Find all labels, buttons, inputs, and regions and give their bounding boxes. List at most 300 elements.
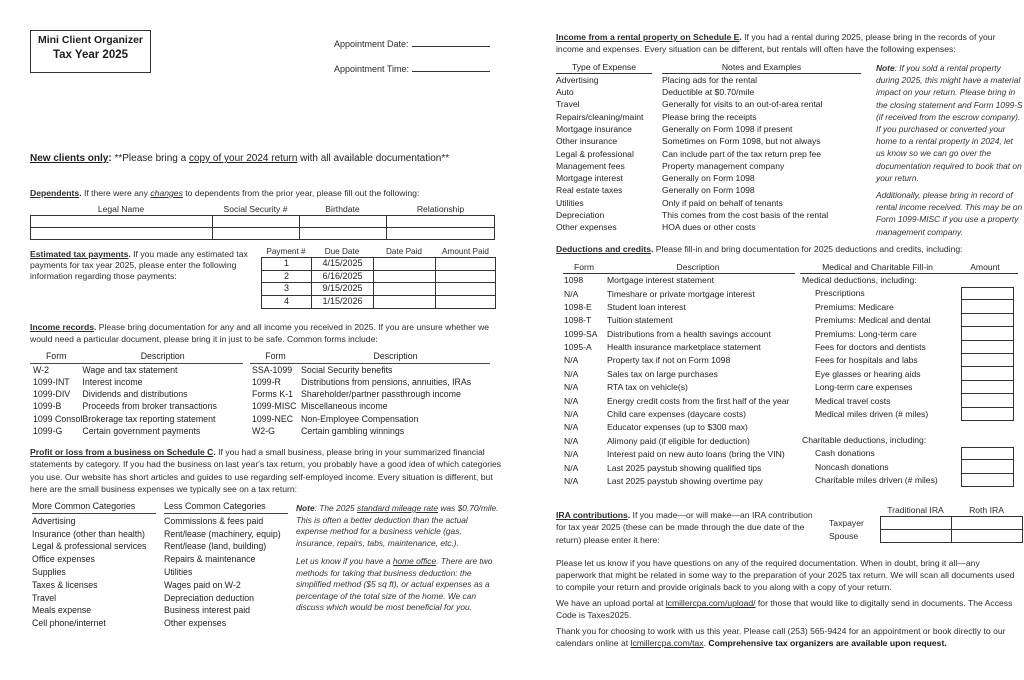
form-code: N/A [564, 475, 579, 486]
taxpayer-roth-field[interactable] [952, 517, 1023, 530]
list-item: Medical travel costs [815, 395, 891, 406]
amount-field[interactable] [961, 314, 1014, 327]
form-description: Brokerage tax reporting statement [82, 413, 216, 424]
deductions-intro: Deductions and credits. Please fill-in and bring documentation for 2025 deductions and credits, including: [556, 244, 963, 254]
payment-number: 4 [262, 296, 312, 309]
expense-type: Other expenses [556, 222, 617, 233]
note-text: Let us know if you have a [296, 556, 393, 566]
list-item: Cash donations [815, 448, 875, 459]
amount-field[interactable] [961, 394, 1014, 407]
table-row [30, 401, 243, 413]
table-row [556, 197, 861, 209]
form-code: Forms K-1 [252, 388, 294, 399]
note-text: : If you sold a rental property during 2025, this might have a material impact on your return. Please bring in the closing statement and Form 1099-S (if received from the escrow company). If you purchased or converted your home to a rental property in 2024, let us know so we can go over the documentation required to book that on your return. [876, 63, 1023, 183]
rental-text: If you had a rental during 2025, please bring in the records of your income and expenses. Every situation can be different, but rentals will often have the following expenses: [556, 32, 996, 55]
form-description: Tuition statement [607, 315, 673, 326]
amount-paid-field[interactable] [436, 283, 496, 296]
form-description: Certain gambling winnings [301, 425, 405, 436]
charitable-amount-fields [961, 447, 1014, 487]
organizer-title: Mini Client Organizer [37, 34, 143, 46]
documentation-paragraph: Please let us know if you have questions on any of the required documentation. When in doubt, bring it all—any paperwork that might be related in some way to the preparation of your 2025 tax return. We will scan all documents used to compile your return and provide originals back to you along with a copy of your return. [556, 558, 1015, 592]
amount-field[interactable] [961, 460, 1014, 473]
organizer-title-box [30, 30, 151, 73]
income-records-intro: Income records. Please bring documentation for any and all income you received in 2025. If you are unsure whether we would need a particular document, please bring it in just to be safe. Common forms include: [30, 322, 490, 344]
col-amount-paid: Amount Paid [442, 247, 489, 256]
col-form: Form [250, 351, 301, 364]
table-row [250, 389, 490, 401]
amount-field[interactable] [961, 287, 1014, 300]
expense-note: Generally on Form 1098 [662, 173, 755, 184]
deductions-header-left [563, 262, 795, 274]
expense-type: Repairs/cleaning/maint [556, 111, 644, 122]
charitable-deductions-heading: Charitable deductions, including: [802, 435, 927, 445]
list-item: Supplies [32, 566, 66, 577]
form-description: Shareholder/partner passthrough income [301, 388, 461, 399]
table-row [564, 381, 796, 394]
payment-number: 2 [262, 270, 312, 283]
form-description: Dividends and distributions [82, 388, 188, 399]
booking-link[interactable]: lcmillercpa.com/tax [630, 638, 704, 648]
note-text: : The 2025 [314, 503, 357, 513]
list-item: Charitable miles driven (# miles) [815, 475, 938, 486]
form-code: 1099-NEC [252, 413, 294, 424]
expense-note: Can include part of the tax return prep fee [662, 148, 822, 159]
amount-field[interactable] [961, 300, 1014, 313]
deductions-header-right [800, 262, 1018, 274]
form-code: 1099-G [33, 425, 63, 436]
schedule-c-heading: Profit or loss from a business on Schedule C [30, 447, 214, 457]
table-row [556, 185, 861, 197]
col-payment-num: Payment # [266, 247, 306, 256]
table-row [250, 364, 490, 376]
ira-intro: IRA contributions. If you made—or will make—an IRA contribution for tax year 2025 (these can be made through the due date of the return) please enter it here: [556, 510, 813, 545]
list-item: Business interest paid [164, 605, 251, 616]
col-description: Description [301, 351, 490, 364]
table-row [881, 517, 1023, 530]
income-forms-table-right [250, 351, 490, 438]
col-form: Form [30, 351, 82, 364]
table-row [556, 123, 861, 135]
col-date-paid: Date Paid [386, 247, 422, 256]
deductions-heading: Deductions and credits [556, 244, 652, 254]
date-paid-field[interactable] [374, 258, 436, 271]
form-description: Miscellaneous income [301, 401, 388, 412]
spouse-roth-field[interactable] [952, 530, 1023, 543]
charitable-deductions-list [802, 434, 962, 488]
table-row [556, 222, 861, 234]
expense-type: Depreciation [556, 210, 605, 220]
table-row [556, 160, 861, 172]
form-code: N/A [564, 409, 579, 420]
upload-text: We have an upload portal at [556, 598, 666, 608]
table-row [262, 296, 496, 309]
note-text-end: . There are two methods for taking that business deduction: the simplified method ($5 sq ft), or actual expenses as a percentage of the total size of the home. We can discuss which would be most beneficial for you. [296, 556, 493, 613]
expense-note: Please bring the receipts [662, 111, 757, 122]
col-form: Form [573, 262, 595, 272]
list-item: Fees for hospitals and labs [815, 355, 918, 366]
appointment-date-field[interactable] [412, 38, 490, 47]
col-type-of-expense: Type of Expense [556, 62, 652, 74]
amount-field[interactable] [961, 367, 1014, 380]
note-lead: Note [296, 503, 315, 513]
new-clients-text: **Please bring a [111, 153, 189, 164]
form-code: 1099-MISC [252, 401, 297, 412]
list-item: Advertising [32, 515, 76, 526]
table-row [30, 425, 243, 437]
rental-intro: Income from a rental property on Schedule E. If you had a rental during 2025, please bring in the records of your income and expenses. Every situation can be different, but rentals will often have the following expenses: [556, 32, 996, 55]
col-notes-examples: Notes and Examples [662, 62, 861, 74]
table-row [556, 173, 861, 185]
estimated-payments-table [261, 257, 496, 309]
estimated-payments-intro: Estimated tax payments. If you made any estimated tax payments for tax year 2025, please enter the following information regarding those payments: [30, 249, 248, 281]
form-description: Health insurance marketplace statement [607, 342, 761, 353]
dependents-text-end: to dependents from the prior year, please fill out the following: [182, 188, 420, 198]
note-text-end: was $0.70/mile. This is often a better deduction than the actual expense method for a business vehicle (gas, insurance, repairs, tabs, maintenance, etc.). [296, 503, 499, 548]
list-item: Commissions & fees paid [164, 515, 264, 526]
table-row [30, 413, 243, 425]
table-row [556, 136, 861, 148]
form-description: Mortgage interest statement [607, 275, 714, 286]
form-code: 1098-E [564, 301, 592, 312]
table-row [564, 354, 796, 367]
list-item: Office expenses [32, 554, 95, 565]
prior-return-link-text: copy of your 2024 return [188, 153, 298, 164]
list-item: Long-term care expenses [815, 382, 913, 393]
medical-amount-fields [961, 287, 1014, 421]
appointment-time-field[interactable] [412, 63, 490, 72]
table-row [564, 328, 796, 341]
deductions-text: Please fill-in and bring documentation for 2025 deductions and credits, including: [653, 244, 963, 254]
table-row [564, 461, 796, 474]
amount-field[interactable] [961, 354, 1014, 367]
col-relationship: Relationship [416, 204, 465, 214]
relationship-field[interactable] [387, 228, 495, 240]
expense-note: Generally on Form 1098 if present [662, 123, 793, 134]
amount-paid-field[interactable] [436, 258, 496, 271]
expense-note: HOA dues or other costs [662, 222, 756, 233]
rental-sale-note [876, 62, 1024, 238]
list-item: Rent/lease (land, building) [164, 541, 267, 552]
home-office-link-text: home office [392, 556, 437, 566]
list-item: Fees for doctors and dentists [815, 342, 926, 353]
list-item: Wages paid on W-2 [164, 579, 241, 590]
dependents-intro: Dependents. If there were any changes to dependents from the prior year, please fill out the following: [30, 188, 420, 198]
col-traditional-ira: Traditional IRA [887, 505, 944, 515]
upload-portal-link[interactable]: lcmillercpa.com/upload/ [665, 598, 756, 608]
birthdate-field[interactable] [300, 228, 387, 240]
form-code: 1098 [564, 275, 584, 286]
rental-income-note: Additionally, please bring in record of rental income received. This may be on Form 1099-MISC if you use a property management company. [876, 190, 1023, 237]
table-row [556, 148, 861, 160]
list-item: Premiums: Medical and dental [815, 315, 931, 326]
payment-number: 1 [262, 258, 312, 271]
expense-type: Auto [556, 87, 574, 98]
list-item: Prescriptions [815, 288, 865, 299]
table-row [30, 364, 243, 376]
new-clients-text-end: with all available documentation** [297, 153, 450, 164]
ira-table [880, 516, 1023, 543]
new-clients-notice [30, 152, 449, 165]
taxpayer-traditional-field[interactable] [881, 517, 952, 530]
list-item: Travel [32, 592, 57, 603]
birthdate-field[interactable] [300, 216, 387, 228]
list-item: Legal & professional services [32, 541, 147, 552]
table-row [250, 401, 490, 413]
form-code: 1095-A [564, 342, 592, 353]
form-code: N/A [564, 382, 579, 393]
expense-type: Mortgage insurance [556, 123, 632, 134]
form-code: 1098-T [564, 315, 592, 326]
col-birthdate: Birthdate [325, 204, 360, 214]
expense-note: Generally for visits to an out-of-area rental [662, 99, 823, 110]
medical-deductions-heading: Medical deductions, including: [802, 275, 917, 285]
date-paid-field[interactable] [374, 296, 436, 309]
table-row [564, 395, 796, 408]
amount-field[interactable] [961, 474, 1014, 487]
tax-year-title: Tax Year 2025 [52, 48, 129, 61]
colon: : [108, 153, 112, 164]
note-lead: Note [876, 63, 895, 73]
form-description: Timeshare or private mortgage interest [607, 288, 755, 299]
table-row [556, 111, 861, 123]
changes-emphasis: changes [150, 188, 183, 198]
list-item: Other expenses [164, 618, 227, 629]
rental-heading: Income from a rental property on Schedule E [556, 32, 740, 42]
expense-note: Placing ads for the rental [662, 74, 758, 85]
separator: . [703, 638, 709, 648]
form-description: Child care expenses (daycare costs) [607, 409, 746, 420]
table-row [564, 287, 796, 300]
col-description: Description [676, 262, 720, 272]
form-code: N/A [564, 395, 579, 406]
table-row [881, 530, 1023, 543]
legal-name-field[interactable] [31, 228, 213, 240]
dependents-heading: Dependents [30, 188, 80, 198]
expense-note: Only if paid on behalf of tenants [662, 197, 783, 208]
list-item: Medical miles driven (# miles) [815, 409, 929, 420]
date-paid-field[interactable] [374, 270, 436, 283]
list-item: Repairs & maintenance [164, 554, 256, 565]
table-row [564, 301, 796, 314]
expense-type: Mortgage interest [556, 173, 623, 184]
upload-text-end: for those that would like to digitally send in documents. The Access Code is Taxes2025. [556, 598, 1013, 620]
appointment-time [334, 63, 490, 76]
table-row [30, 376, 243, 388]
col-ssn: Social Security # [223, 204, 288, 214]
table-row [564, 448, 796, 461]
expense-note: Sometimes on Form 1098, but not always [662, 136, 821, 147]
ira-heading: IRA contributions [556, 510, 628, 520]
appointment-time-label: Appointment Time: [334, 64, 410, 74]
mileage-rate-link-text: standard mileage rate [357, 503, 439, 513]
form-description: Distributions from pensions, annuities, IRAs [301, 376, 472, 387]
list-item: Depreciation deduction [164, 592, 254, 603]
payment-number: 3 [262, 283, 312, 296]
income-records-text: Please bring documentation for any and all income you received in 2025. If you are unsure whether we would need a particular document, please bring it in just to be safe. Common forms include: [30, 322, 490, 344]
list-item: Rent/lease (machinery, equip) [164, 528, 281, 539]
expense-type: Management fees [556, 160, 625, 171]
amount-field[interactable] [961, 327, 1014, 340]
thank-you-text: Thank you for choosing to work with us this year. Please call (253) 565-9424 for an appointment or book directly to our calendars online at [556, 626, 1006, 648]
list-item: Meals expense [32, 605, 92, 616]
medical-deductions-list [802, 274, 962, 421]
expense-note: Property management company [662, 160, 785, 171]
form-description: Interest income [82, 376, 143, 387]
table-row [30, 389, 243, 401]
table-row [564, 314, 796, 327]
due-date: 6/16/2025 [312, 270, 374, 283]
form-code: N/A [564, 462, 579, 473]
expense-type: Legal & professional [556, 148, 634, 159]
spouse-label: Spouse [829, 531, 859, 541]
dependents-table [30, 215, 495, 240]
expense-type: Other insurance [556, 136, 618, 147]
mileage-note [296, 503, 501, 549]
table-row [564, 475, 796, 488]
form-description: Property tax if not on Form 1098 [607, 355, 731, 366]
rental-expenses-table [556, 62, 861, 234]
form-code: 1099-INT [33, 376, 70, 387]
form-code: N/A [564, 288, 579, 299]
expense-note: This comes from the cost basis of the rental [662, 210, 829, 220]
spouse-traditional-field[interactable] [881, 530, 952, 543]
due-date: 9/15/2025 [312, 283, 374, 296]
deductions-forms-table [564, 274, 796, 488]
table-row [250, 376, 490, 388]
form-code: 1099-R [252, 376, 281, 387]
estimated-payments-text: If you made any estimated tax payments for tax year 2025, please enter the following information regarding those payments: [30, 249, 248, 281]
amount-field[interactable] [961, 447, 1014, 460]
table-row [564, 274, 796, 287]
table-row [564, 368, 796, 381]
due-date: 4/15/2025 [312, 258, 374, 271]
date-paid-field[interactable] [374, 283, 436, 296]
appointment-date [334, 38, 490, 51]
list-item: Insurance (other than health) [32, 528, 145, 539]
ira-text: If you made—or will make—an IRA contribution for tax year 2025 (these can be made through the due date of the return) please enter it here: [556, 510, 813, 545]
form-description: Alimony paid (if eligible for deduction) [607, 435, 750, 446]
home-office-note [296, 556, 501, 614]
expense-type: Real estate taxes [556, 185, 623, 196]
legal-name-field[interactable] [31, 216, 213, 228]
form-description: Proceeds from broker transactions [82, 401, 217, 412]
more-common-categories [32, 500, 156, 630]
dependents-text: If there were any [81, 188, 151, 198]
form-code: N/A [564, 422, 579, 433]
form-description: Educator expenses (up to $300 max) [607, 422, 748, 433]
form-code: N/A [564, 449, 579, 460]
expense-note: Generally on Form 1098 [662, 185, 755, 196]
schedule-c-text: If you had a small business, please bring in your summarized financial statements by category. If you had the business on last year's tax return, you probably have a good idea of which categories you use. Our website has short articles and guides to use regarding self-employed income. Every situation is different, but here are the small business expenses we typically see on a tax return: [30, 447, 502, 494]
col-medical-charitable: Medical and Charitable Fill-in [822, 262, 933, 272]
amount-field[interactable] [961, 341, 1014, 354]
table-row [556, 209, 861, 221]
list-item: Premiums: Long-term care [815, 328, 917, 339]
dependents-header [30, 204, 495, 215]
income-records-heading: Income records [30, 322, 94, 332]
expense-type: Advertising [556, 74, 599, 85]
col-due-date: Due Date [324, 247, 360, 256]
col-legal-name: Legal Name [97, 204, 145, 214]
amount-paid-field[interactable] [436, 270, 496, 283]
thank-you-paragraph [556, 625, 1022, 649]
less-common-header: Less Common Categories [164, 500, 288, 514]
form-description: Distributions from a health savings account [607, 328, 771, 339]
form-code: W2-G [252, 425, 275, 436]
form-description: Student loan interest [607, 301, 686, 312]
list-item: Noncash donations [815, 461, 889, 472]
table-row [564, 421, 796, 434]
list-item: Taxes & licenses [32, 579, 98, 590]
ssn-field[interactable] [213, 228, 300, 240]
amount-field[interactable] [961, 381, 1014, 394]
table-row [262, 270, 496, 283]
more-common-header: More Common Categories [32, 500, 156, 514]
amount-field[interactable] [961, 408, 1014, 421]
form-code: SSA-1099 [252, 364, 293, 375]
less-common-categories [164, 500, 288, 630]
table-row [250, 425, 490, 437]
form-code: 1099-SA [564, 328, 598, 339]
taxpayer-label: Taxpayer [829, 518, 864, 528]
table-row [31, 228, 495, 240]
upload-paragraph [556, 597, 1022, 621]
form-description: Non-Employee Compensation [301, 413, 419, 424]
table-row [262, 258, 496, 271]
form-code: 1099-B [33, 401, 62, 412]
form-description: Sales tax on large purchases [607, 368, 718, 379]
list-item: Cell phone/internet [32, 618, 106, 629]
form-description: Wage and tax statement [82, 364, 178, 375]
ssn-field[interactable] [213, 216, 300, 228]
col-description: Description [82, 351, 243, 364]
form-code: W-2 [33, 364, 49, 375]
table-row [250, 413, 490, 425]
appointment-date-label: Appointment Date: [334, 39, 409, 49]
form-description: Energy credit costs from the first half of the year [607, 395, 790, 406]
table-row [556, 74, 861, 86]
form-description: Interest paid on new auto loans (bring the VIN) [607, 449, 785, 460]
form-description: Social Security benefits [301, 364, 393, 375]
table-row [556, 86, 861, 98]
form-code: 1099 Consol [33, 413, 83, 424]
form-code: N/A [564, 355, 579, 366]
form-description: Last 2025 paystub showing qualified tips [607, 462, 762, 473]
schedule-c-intro: Profit or loss from a business on Schedule C. If you had a small business, please bring in your summarized financial statements by category. If you had the business on last year's tax return, you probably have a good idea of which categories you use. Our website has short articles and guides to use regarding self-employed income. Every situation is different, but here are the small business expenses we typically see on a tax return: [30, 447, 502, 494]
organizers-available-note: Comprehensive tax organizers are available upon request. [708, 638, 947, 648]
form-code: N/A [564, 435, 579, 446]
amount-paid-field[interactable] [436, 296, 496, 309]
table-row [556, 99, 861, 111]
relationship-field[interactable] [387, 216, 495, 228]
income-forms-table-left [30, 351, 243, 438]
form-description: Last 2025 paystub showing overtime pay [607, 475, 763, 486]
expense-note: Deductible at $0.70/mile [662, 87, 755, 98]
expense-type: Travel [556, 99, 580, 110]
table-row [262, 283, 496, 296]
expense-type: Utilities [556, 197, 584, 208]
table-row [564, 435, 796, 448]
form-description: Certain government payments [82, 425, 201, 436]
form-code: 1099-DIV [33, 388, 71, 399]
col-amount: Amount [970, 262, 1000, 272]
list-item: Eye glasses or hearing aids [815, 368, 921, 379]
form-description: RTA tax on vehicle(s) [607, 382, 688, 393]
new-clients-heading: New clients only [30, 153, 109, 164]
estimated-payments-heading: Estimated tax payments [30, 249, 129, 259]
form-code: N/A [564, 368, 579, 379]
col-roth-ira: Roth IRA [969, 505, 1004, 515]
